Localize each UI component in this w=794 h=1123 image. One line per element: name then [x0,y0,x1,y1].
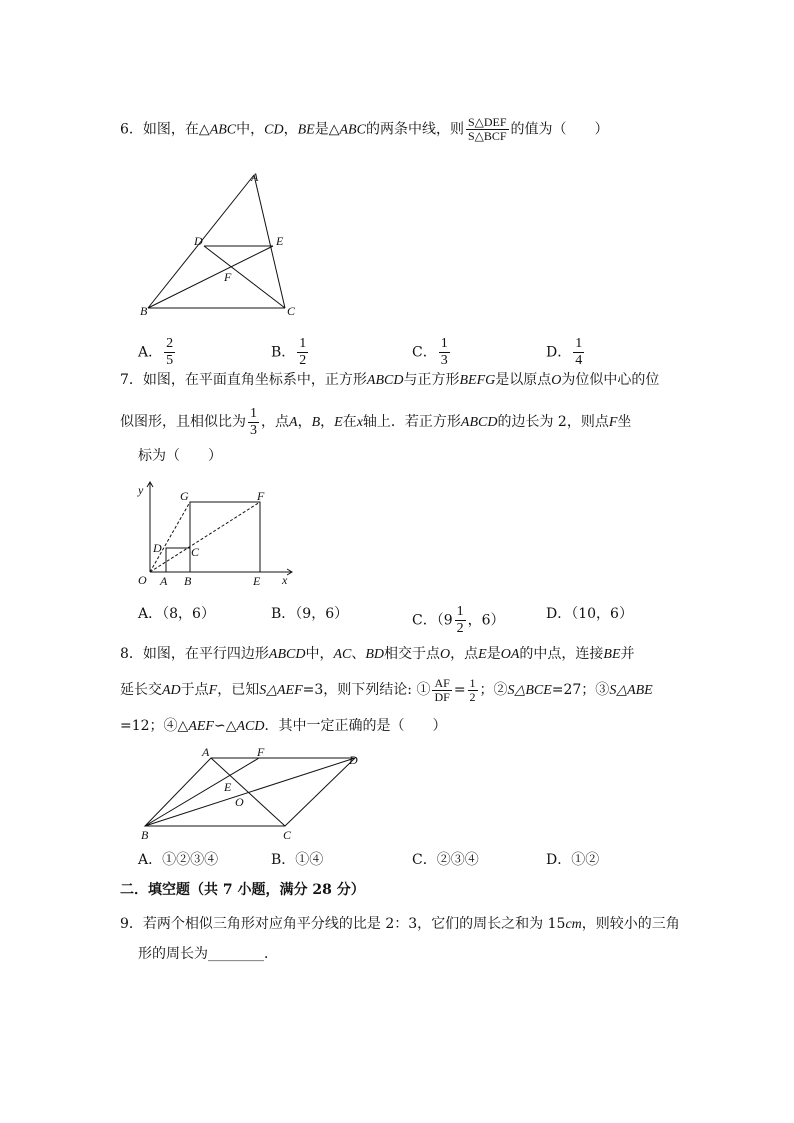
label-C: C [283,828,292,842]
q6-options [138,328,698,368]
similarity-ratio-fraction: $\frac{1}{3}$ [250,405,257,438]
question-8-line-1: 8．如图，在平行四边形ABCD中，AC、BD相交于点O，点E是OA的中点，连接BE并 [120,646,635,662]
one-half-fraction: $\frac{1}{2}$ [469,675,476,704]
q8-option-a[interactable]: A．①②③④ [138,852,219,868]
label-B: B [184,574,192,588]
q6-option-c[interactable]: C． $\frac{1}{3}$ [412,336,448,368]
section-heading: 二．填空题（共 7 小题，满分 28 分） [120,882,365,898]
q7-option-d[interactable]: D．（10，6） [546,606,633,622]
q7-option-a[interactable]: A．（8，6） [138,606,215,622]
q8-options [138,850,698,874]
q8-option-b[interactable]: B．①④ [271,852,324,868]
label-F: F [224,270,232,284]
label-x: x [282,573,288,587]
label-A: A [202,745,210,759]
label-G: G [180,489,189,503]
question-7-line-2: 似图形，且相似比为 $\frac{1}{3}$ ，点A，B，E在x轴上．若正方形ABCD的边长为 2，则点F坐 [120,405,632,438]
q8-option-d[interactable]: D．①② [546,852,600,868]
question-9-line-1: 9．若两个相似三角形对应角平分线的比是 2：3，它们的周长之和为 15cm，则较小的三角 [120,916,680,932]
area-ratio-fraction: $\frac{\text{S△DEF}}{\text{S△BCF}}$ [467,115,507,143]
label-B: B [141,828,149,842]
question-8-line-2: 延长交AD于点F，已知S△AEF=3，则下列结论: ① $\frac{AF}{DF}$ = $\frac{1}{2}$ ；②S△BCE=27；③S△ABE [120,675,653,704]
q6-option-d[interactable]: D． $\frac{1}{4}$ [546,336,583,368]
label-F: F [257,489,265,503]
label-O: O [138,573,147,587]
label-C: C [191,545,200,559]
label-E: E [224,780,232,794]
question-7-line-3: 标为（ ） [138,448,222,464]
label-y: y [138,483,144,497]
label-F: F [257,745,265,759]
q6-option-b[interactable]: B． $\frac{1}{2}$ [271,336,307,368]
af-df-fraction: $\frac{AF}{DF}$ [434,675,450,704]
label-B: B [140,304,148,318]
q8-parallelogram-figure [135,740,375,846]
label-D: D [349,753,358,767]
question-9-line-2: 形的周长为________． [138,946,278,962]
label-E: E [253,574,261,588]
q6-triangle-figure [130,165,310,325]
q7-option-c[interactable]: C．（9 $\frac{1}{2}$ ，6） [412,604,505,636]
question-number: 9． [120,916,143,932]
q7-coordinate-figure [130,478,300,590]
label-A: A [251,170,259,184]
label-C: C [287,304,296,318]
label-E: E [276,234,284,248]
question-number: 7． [120,372,143,388]
label-D: D [194,234,203,248]
q6-option-a[interactable]: A． $\frac{2}{5}$ [138,336,174,368]
question-number: 8． [120,646,143,662]
q7-options [138,596,698,636]
label-A: A [160,574,168,588]
label-O: O [235,795,244,809]
question-7-line-1: 7．如图，在平面直角坐标系中，正方形ABCD与正方形BEFG是以原点O为位似中心的位 [120,372,660,388]
question-6-text: 6．如图，在△ABC中，CD，BE是△ABC的两条中线，则 $\frac{\text{S△DEF}}{\text{S△BCF}}$ 的值为（ ） [120,115,609,143]
q7-option-b[interactable]: B．（9，6） [271,606,349,622]
question-8-line-3: =12；④△AEF∽△ACD．其中一定正确的是（ ） [120,718,447,734]
q8-option-c[interactable]: C．②③④ [412,852,479,868]
question-number: 6． [120,121,143,138]
label-D: D [153,541,162,555]
